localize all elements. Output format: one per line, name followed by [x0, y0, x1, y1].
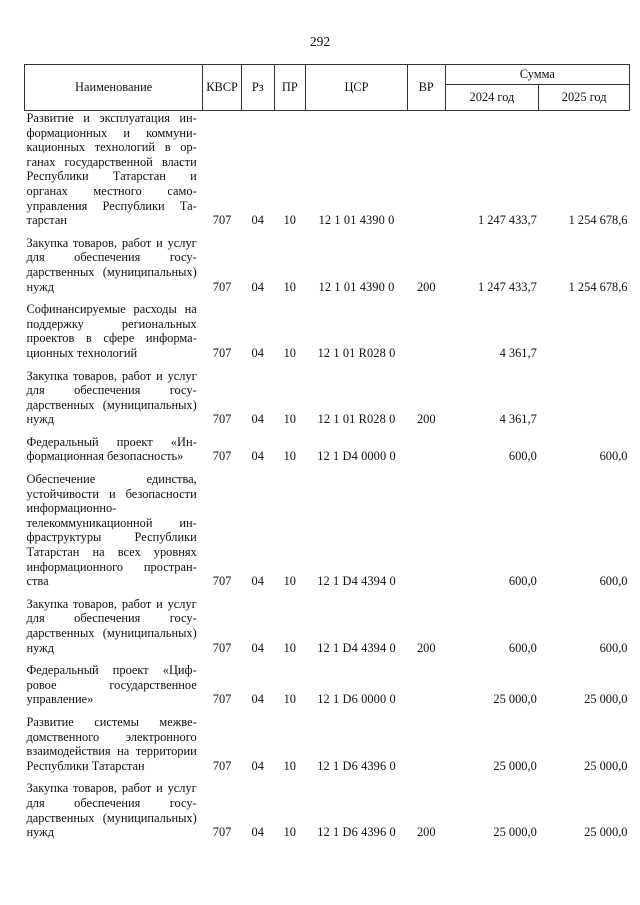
cell-2024: 1 247 433,7 — [477, 279, 537, 294]
cell-pr: 10 — [283, 692, 296, 707]
header-2024: 2024 год — [445, 85, 539, 111]
header-csr: ЦСР — [306, 65, 408, 111]
cell-2025: 25 000,0 — [584, 692, 628, 707]
cell-pr: 10 — [283, 279, 296, 294]
cell-name: Закупка товаров, работ и услуг для обеспечения государственных (муниципальных) нужд — [26, 235, 197, 294]
cell-name: Обеспечение единства, устойчивости и безопасности информационно-телекоммуникационной инфраструктуры Республики Татарстан на всех уровнях информационного пространства — [26, 472, 197, 589]
cell-csr: 12 1 01 R028 0 — [317, 412, 396, 427]
cell-vr: 200 — [416, 825, 436, 840]
cell-csr: 12 1 01 R028 0 — [317, 345, 396, 360]
cell-vr — [407, 710, 445, 776]
cell-2025: 25 000,0 — [584, 758, 628, 773]
cell-2024: 25 000,0 — [493, 825, 537, 840]
cell-pr: 10 — [283, 825, 296, 840]
table-row — [25, 467, 630, 592]
cell-name: Развитие системы межведомственного электронного взаимодействия на территории Республики Татарстан — [26, 714, 197, 773]
cell-2025: 1 254 678,6 — [568, 279, 628, 294]
cell-csr: 12 1 01 4390 0 — [318, 213, 395, 228]
cell-kvsr: 707 — [212, 213, 232, 228]
cell-pr: 10 — [283, 758, 296, 773]
table-row — [25, 592, 630, 658]
cell-2024: 1 247 433,7 — [477, 213, 537, 228]
cell-2024: 25 000,0 — [493, 758, 537, 773]
cell-2025: 600,0 — [599, 574, 628, 589]
cell-2024: 25 000,0 — [493, 692, 537, 707]
cell-2025 — [539, 297, 630, 363]
cell-2024: 4 361,7 — [499, 345, 537, 360]
table-row — [25, 658, 630, 710]
cell-2024: 600,0 — [508, 574, 537, 589]
cell-rz: 04 — [251, 640, 264, 655]
cell-name: Федеральный проект «Цифровое государственное управление» — [26, 663, 197, 707]
cell-pr: 10 — [283, 345, 296, 360]
cell-2025 — [539, 364, 630, 430]
cell-csr: 12 1 D6 4396 0 — [317, 825, 396, 840]
cell-name: Закупка товаров, работ и услуг для обеспечения государственных (муниципальных) нужд — [26, 781, 197, 840]
cell-name: Закупка товаров, работ и услуг для обеспечения государственных (муниципальных) нужд — [26, 368, 197, 427]
cell-2025: 25 000,0 — [584, 825, 628, 840]
cell-rz: 04 — [251, 412, 264, 427]
cell-pr: 10 — [283, 574, 296, 589]
cell-kvsr: 707 — [212, 449, 232, 464]
header-name: Наименование — [25, 65, 203, 111]
cell-name: Закупка товаров, работ и услуг для обеспечения государственных (муниципальных) нужд — [26, 596, 197, 655]
cell-kvsr: 707 — [212, 412, 232, 427]
cell-csr: 12 1 D4 4394 0 — [317, 574, 396, 589]
cell-csr: 12 1 D4 0000 0 — [317, 449, 396, 464]
cell-vr — [407, 430, 445, 467]
header-sum: Сумма — [445, 65, 629, 85]
page-number: 292 — [309, 34, 331, 49]
cell-kvsr: 707 — [212, 574, 232, 589]
cell-csr: 12 1 D6 0000 0 — [317, 692, 396, 707]
cell-2025: 600,0 — [599, 449, 628, 464]
cell-2025: 1 254 678,6 — [568, 213, 628, 228]
cell-rz: 04 — [251, 345, 264, 360]
header-rz: Рз — [241, 65, 274, 111]
cell-rz: 04 — [251, 574, 264, 589]
cell-pr: 10 — [283, 412, 296, 427]
cell-vr — [407, 111, 445, 231]
cell-vr — [407, 297, 445, 363]
header-pr: ПР — [274, 65, 306, 111]
cell-2025: 600,0 — [599, 640, 628, 655]
cell-kvsr: 707 — [212, 279, 232, 294]
cell-rz: 04 — [251, 825, 264, 840]
table-row — [25, 776, 630, 842]
header-vr: ВР — [407, 65, 445, 111]
cell-vr: 200 — [416, 279, 436, 294]
cell-pr: 10 — [283, 449, 296, 464]
cell-rz: 04 — [251, 213, 264, 228]
cell-kvsr: 707 — [212, 640, 232, 655]
cell-rz: 04 — [251, 692, 264, 707]
header-kvsr: КВСР — [203, 65, 242, 111]
cell-vr: 200 — [416, 412, 436, 427]
cell-2024: 4 361,7 — [499, 412, 537, 427]
cell-kvsr: 707 — [212, 825, 232, 840]
cell-name: Развитие и эксплуатация информационных и коммуникационных технологий в органах государственной власти Республики Татарстан и органах местного самоуправления Республики Татарстан — [26, 111, 197, 228]
cell-name: Федеральный проект «Информационная безопасность» — [26, 434, 197, 464]
cell-csr: 12 1 01 4390 0 — [318, 279, 395, 294]
cell-kvsr: 707 — [212, 345, 232, 360]
header-2025: 2025 год — [539, 85, 630, 111]
cell-kvsr: 707 — [212, 692, 232, 707]
table-row — [25, 297, 630, 363]
cell-rz: 04 — [251, 758, 264, 773]
cell-vr — [407, 467, 445, 592]
cell-vr — [407, 658, 445, 710]
table-row — [25, 430, 630, 467]
table-row — [25, 364, 630, 430]
cell-pr: 10 — [283, 640, 296, 655]
cell-kvsr: 707 — [212, 758, 232, 773]
budget-table — [24, 64, 630, 843]
cell-rz: 04 — [251, 449, 264, 464]
table-row — [25, 710, 630, 776]
cell-csr: 12 1 D6 4396 0 — [317, 758, 396, 773]
table-row — [25, 111, 630, 231]
table-row — [25, 231, 630, 297]
cell-pr: 10 — [283, 213, 296, 228]
cell-rz: 04 — [251, 279, 264, 294]
cell-vr: 200 — [416, 640, 436, 655]
cell-2024: 600,0 — [508, 640, 537, 655]
cell-name: Софинансируемые расходы на поддержку региональных проектов в сфере информационных технологий — [26, 302, 197, 360]
cell-2024: 600,0 — [508, 449, 537, 464]
cell-csr: 12 1 D4 4394 0 — [317, 640, 396, 655]
